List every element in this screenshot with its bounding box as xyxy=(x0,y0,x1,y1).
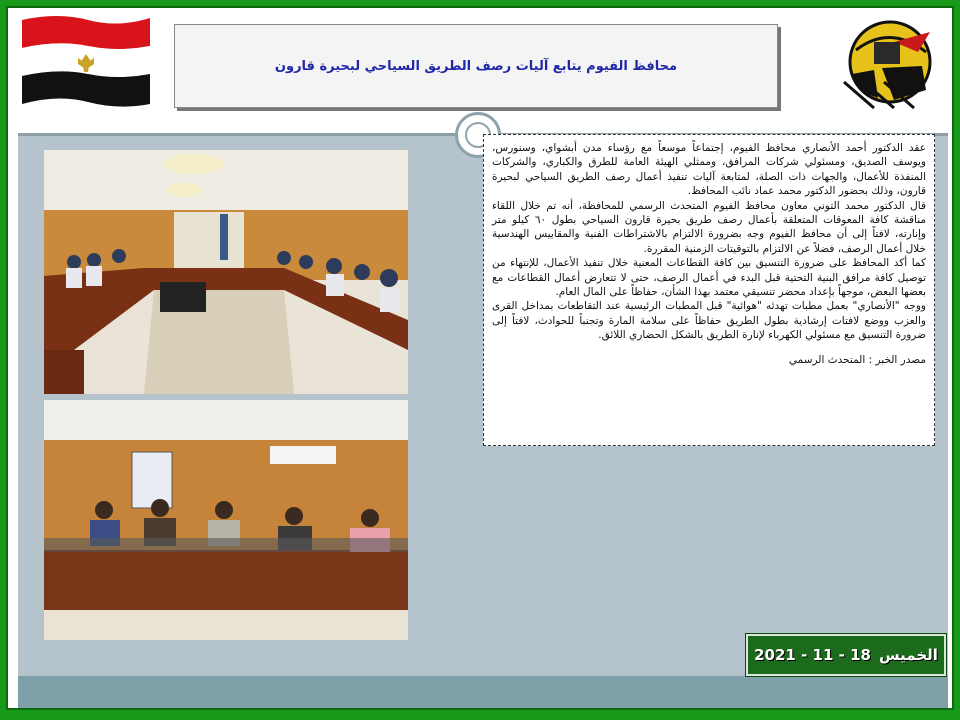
article-body xyxy=(483,134,935,446)
date-day: الخميس xyxy=(878,646,938,664)
article-paragraph: كما أكد المحافظ على ضرورة التنسيق بين كافة القطاعات المعنية خلال تنفيذ الأعمال، للإنتهاء من توصيل كافة مرافق البنية التحتية قبل البدء في أعمال الرصف، حتى لا تتعارض أعمال القطاعات مع بعضها البعض، موجهاً بإعداد محضر تنسيقي معتمد بهذا الشأن، حفاظاً على المال العام. xyxy=(492,257,926,299)
article-paragraph: ووجه "الأنصاري" بعمل مطبات تهدئه "هوائية" قبل المطبات الرئيسية عند التقاطعات بمداخل القرى والعزب ووضع لافتات إرشادية بطول الطريق حفاظاً على سلامة المارة وتجنباً للحوادث، لافتاً إلى ضرورة التنسيق مع مسئولي الكهرباء لإنارة الطريق بالشكل الحضاري اللائق. xyxy=(492,300,926,342)
page-title: محافظ الفيوم يتابع آليات رصف الطريق السياحي لبحيرة قارون xyxy=(274,58,678,74)
governorate-logo-icon xyxy=(834,12,942,114)
meeting-photo-wide xyxy=(44,150,408,394)
slide xyxy=(6,6,954,710)
article-paragraph: عقد الدكتور أحمد الأنصاري محافظ الفيوم، إجتماعاً موسعاً مع رؤساء مدن أبشواي، وسنورس، ويوسف الصديق، ومسئولي شركات المرافق، وممثلي الهيئة العامة للطرق والكباري، والشركات المنفذة للأعمال، والجهات ذات الصلة، لمتابعة آليات تنفيذ أعمال رصف الطريق السياحي لبحيرة قارون، وذلك بحضور الدكتور محمد عماد نائب المحافظ. xyxy=(492,142,926,198)
article-source: مصدر الخبر : المتحدث الرسمي xyxy=(788,353,926,366)
egypt-flag-icon xyxy=(18,12,154,108)
footer-band xyxy=(18,676,948,710)
date-badge xyxy=(746,634,946,676)
meeting-photo-participants xyxy=(44,400,408,640)
date-value: 18 - 11 - 2021 xyxy=(754,646,871,664)
article-paragraph: قال الدكتور محمد التوني معاون محافظ الفيوم المتحدث الرسمي للمحافظة، أنه تم خلال اللقاء مناقشة كافة المعوقات المتعلقة بأعمال رصف طريق بحيرة قارون السياحي بطول ٦٠ كيلو متر وإنارته، لافتاً إلى أن محافظ الفيوم وجه بضرورة الالتزام بالاشتراطات الفنية والمقاييس الهندسية خلال أعمال الرصف، فضلاً عن الالتزام بالتوقيتات الزمنية المقررة. xyxy=(492,199,926,255)
title-box xyxy=(174,24,778,108)
